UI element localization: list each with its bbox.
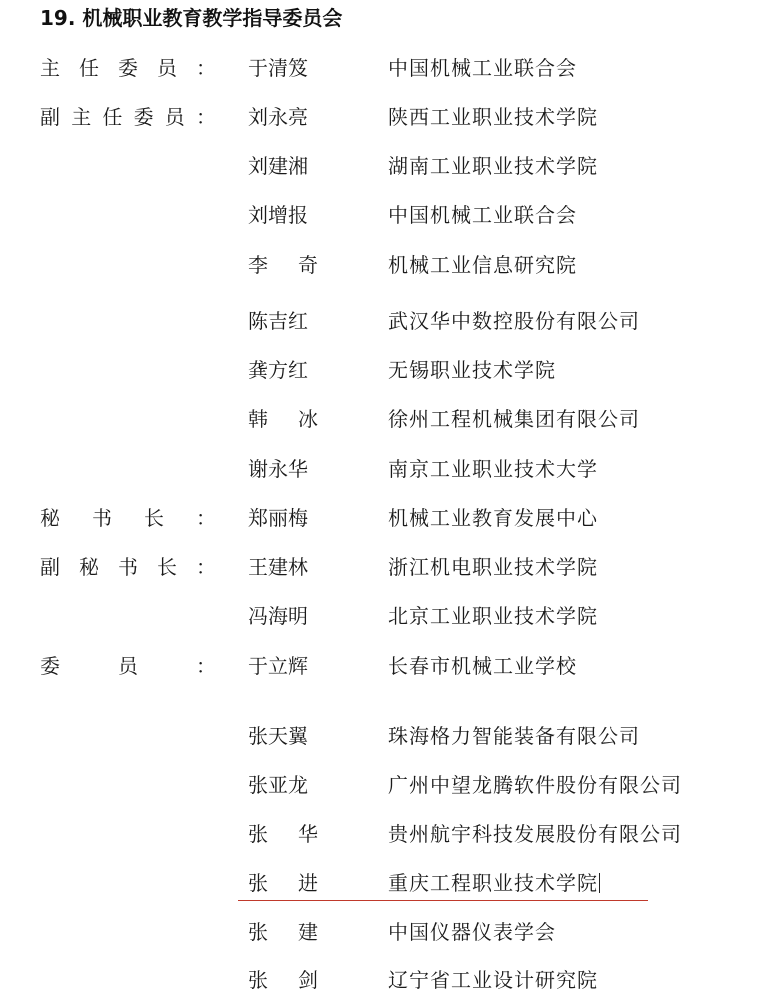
member-organization: 机械工业信息研究院 [388, 253, 577, 277]
list-item [0, 716, 777, 750]
member-organization: 中国仪器仪表学会 [388, 920, 556, 944]
clipped-text-remnant [388, 690, 618, 702]
page-title: 19. 机械职业教育教学指导委员会 [40, 6, 343, 30]
member-organization: 浙江机电职业技术学院 [388, 555, 598, 579]
list-item [0, 146, 777, 180]
role-label-member: 委 员 ： [40, 654, 216, 678]
member-name: 张亚龙 [248, 773, 308, 797]
list-item [0, 245, 777, 279]
member-name: 张 剑 [248, 968, 318, 992]
role-label-secretary-general: 秘 书 长 ： [40, 506, 216, 530]
list-item [0, 596, 777, 630]
member-organization: 中国机械工业联合会 [388, 203, 577, 227]
member-organization: 机械工业教育发展中心 [388, 506, 598, 530]
member-name: 于清笈 [248, 56, 308, 80]
member-name: 韩 冰 [248, 407, 318, 431]
member-organization: 南京工业职业技术大学 [388, 457, 598, 481]
list-item [0, 350, 777, 384]
member-name: 于立辉 [248, 654, 308, 678]
member-organization: 广州中望龙腾软件股份有限公司 [388, 773, 682, 797]
member-name: 刘永亮 [248, 105, 308, 129]
member-organization: 陕西工业职业技术学院 [388, 105, 598, 129]
member-organization: 长春市机械工业学校 [388, 654, 577, 678]
list-item [0, 960, 777, 994]
member-name: 张天翼 [248, 724, 308, 748]
list-item [0, 97, 777, 131]
member-organization: 中国机械工业联合会 [388, 56, 577, 80]
role-label-vice-director: 副 主 任 委 员 ： [40, 105, 216, 129]
member-name: 张 建 [248, 920, 318, 944]
role-label-deputy-secretary-general: 副 秘 书 长 ： [40, 555, 216, 579]
member-name: 王建林 [248, 555, 308, 579]
member-name: 龚方红 [248, 358, 308, 382]
member-organization: 湖南工业职业技术学院 [388, 154, 598, 178]
member-name: 张 华 [248, 822, 318, 846]
member-name: 刘建湘 [248, 154, 308, 178]
member-organization: 贵州航宇科技发展股份有限公司 [388, 822, 682, 846]
member-name: 郑丽梅 [248, 506, 308, 530]
list-item [0, 195, 777, 229]
member-name: 张 进 [248, 871, 318, 895]
member-name: 冯海明 [248, 604, 308, 628]
member-organization: 无锡职业技术学院 [388, 358, 556, 382]
role-label-director: 主 任 委 员 ： [40, 56, 216, 80]
text-caret [599, 873, 600, 893]
member-name: 李 奇 [248, 253, 318, 277]
member-name: 谢永华 [248, 457, 308, 481]
list-item [0, 814, 777, 848]
member-organization: 辽宁省工业设计研究院 [388, 968, 598, 992]
list-item [0, 765, 777, 799]
member-organization: 武汉华中数控股份有限公司 [388, 309, 640, 333]
member-name: 刘增报 [248, 203, 308, 227]
list-item [0, 912, 777, 946]
member-organization: 徐州工程机械集团有限公司 [388, 407, 640, 431]
list-item [0, 301, 777, 335]
list-item [0, 863, 777, 897]
member-name: 陈吉红 [248, 309, 308, 333]
list-item [0, 449, 777, 483]
list-item [0, 48, 777, 82]
list-item [0, 498, 777, 532]
spellcheck-underline [238, 900, 648, 901]
list-item [0, 399, 777, 433]
member-organization: 珠海格力智能装备有限公司 [388, 724, 640, 748]
member-organization-editing[interactable]: 重庆工程职业技术学院 [388, 871, 598, 895]
list-item [0, 547, 777, 581]
member-organization: 北京工业职业技术学院 [388, 604, 598, 628]
list-item [0, 646, 777, 680]
